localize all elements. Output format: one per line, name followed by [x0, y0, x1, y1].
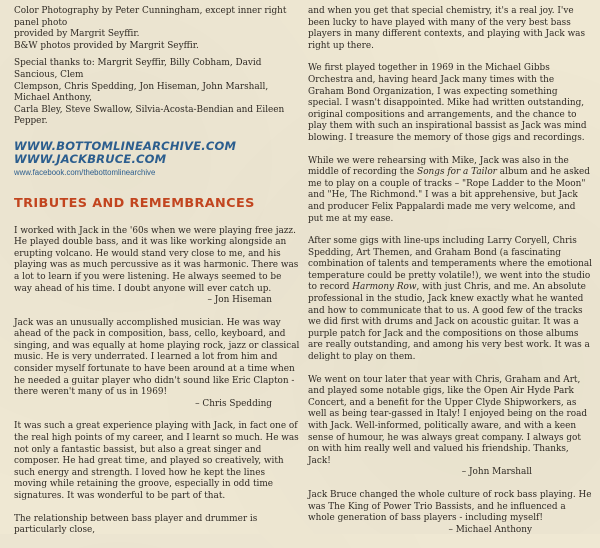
tribute-signature: – Michael Anthony: [448, 524, 532, 535]
marshall-paragraph-4: [308, 236, 592, 364]
album-title: Harmony Row: [352, 282, 417, 293]
text-run: , with just Chris, and me. An absolute professional in the studio, Jack knew exactly what he wanted and how to communicate that to us. A good few of the tracks we did first with drums and Jack on acoustic guitar. It was a purple patch for Jack and the compositions on those albums are really outstanding, and among his very best work. It was a delight to play on them.: [308, 282, 590, 363]
marshall-paragraph-5: [308, 375, 592, 479]
text-run: After some gigs with line-ups including Larry Coryell, Chris Spedding, Art Themen, and Graham Bond (a fascinating combination of talents and temperaments where the emotional temperature could be pretty volatile!), we went into the studio to record: [308, 236, 592, 293]
tribute-text: Jack Bruce changed the whole culture of rock bass playing. He was The King of Power Trio Bassists, and he influenced a whole generation of bass players - including myself!: [308, 489, 592, 524]
thanks-line: Clempson, Chris Spedding, Jon Hiseman, John Marshall, Michael Anthony,: [14, 81, 269, 104]
credit-line: B&W photos provided by Margrit Seyffir.: [14, 40, 199, 51]
text-run: While we were rehearsing with Mike, Jack was also in the middle of recording the: [308, 155, 569, 178]
bottomline-archive-link[interactable]: WWW.BOTTOMLINEARCHIVE.COM: [14, 138, 237, 153]
left-column: [14, 6, 300, 548]
tribute-signature: – John Marshall: [461, 467, 532, 478]
credit-line: Color Photography by Peter Cunningham, except inner right panel photo: [14, 6, 287, 28]
tribute-text: I worked with Jack in the '60s when we were playing free jazz. He played double bass, and it was like working alongside an erupting volcano. He would stand very close to me, and his playing was as much percussive as it was harmonic. There was a lot to learn if you were listening. He always seemed to be way ahead of his time. I doubt anyone will ever catch up.: [14, 225, 299, 294]
thanks-line: Carla Bley, Steve Swallow, Silvia-Acosta-Bendian and Eileen Pepper.: [14, 104, 285, 127]
jackbruce-link[interactable]: WWW.JACKBRUCE.COM: [14, 151, 167, 166]
special-thanks: [14, 58, 300, 128]
tribute-anthony: [308, 490, 592, 536]
right-column: [308, 6, 592, 547]
tribute-signature: – Chris Spedding: [195, 398, 272, 409]
tribute-marshall-part2: The relationship between bass player and drummer is particularly close,: [14, 513, 258, 536]
tribute-hiseman: [14, 226, 300, 307]
section-heading: TRIBUTES AND REMEMBRANCES: [14, 195, 255, 211]
photo-credits: [14, 6, 300, 52]
thanks-line: Special thanks to: Margrit Seyffir, Billy Cobham, David Sancious, Clem: [14, 58, 262, 80]
marshall-paragraph-2: We first played together in 1969 in the Michael Gibbs Orchestra and, having heard Jack many times with the Graham Bond Organization, I was expecting something special. I wasn't disappointed. Mike had written outstanding, original compositions and arrangements, and the chance to play them with such an inspirational bassist as Jack was mind blowing. I treasure the memory of those gigs and recordings.: [308, 63, 587, 143]
text-run: album and he asked me to play on a couple of tracks – "Rope Ladder to the Moon" and "He, The Richmond." I was a bit apprehensive, but Jack and producer Felix Pappalardi made me very welcome, and put me at my ease.: [308, 167, 590, 224]
tribute-spedding: [14, 318, 300, 411]
marshall-paragraph-3: [308, 156, 592, 226]
tribute-marshall-part1: It was such a great experience playing with Jack, in fact one of the real high points of my career, and I learnt so much. He was not only a fantastic bassist, but also a great singer and composer. He had great time, and played so creatively, with such energy and strength. I loved how he kept the lines moving while retaining the groove, especially in odd time signatures. It was wonderful to be part of that.: [14, 421, 299, 501]
facebook-link[interactable]: www.facebook.com/thebottomlinearchive: [14, 167, 156, 177]
album-title: Songs for a Tailor: [417, 167, 497, 178]
credit-line: provided by Margrit Seyffir.: [14, 29, 140, 40]
marshall-paragraph-1: and when you get that special chemistry, it's a real joy. I've been lucky to have played with many of the very best bass players in many different contexts, and playing with Jack was right up there.: [308, 6, 586, 51]
tribute-text: Jack was an unusually accomplished musician. He was way ahead of the pack in composition, bass, cello, keyboard, and singing, and was equally at home playing rock, jazz or classical music. He is very underrated. I learned a lot from him and consider myself fortunate to have been around at a time when he needed a guitar player who didn't sound like Eric Clapton - there weren't many of us in 1969!: [14, 317, 300, 398]
tribute-signature: – Jon Hiseman: [207, 295, 272, 306]
tribute-text: We went on tour later that year with Chris, Graham and Art, and played some notable gigs, like the Open Air Hyde Park Concert, and a benefit for the Upper Clyde Shipworkers, as well as being tear-gassed in Italy! I enjoyed being on the road with Jack. Well-informed, politically aware, and with a keen sense of humour, he was always great company. I always got on with him really well and valued his friendship. Thanks, Jack!: [308, 374, 588, 466]
